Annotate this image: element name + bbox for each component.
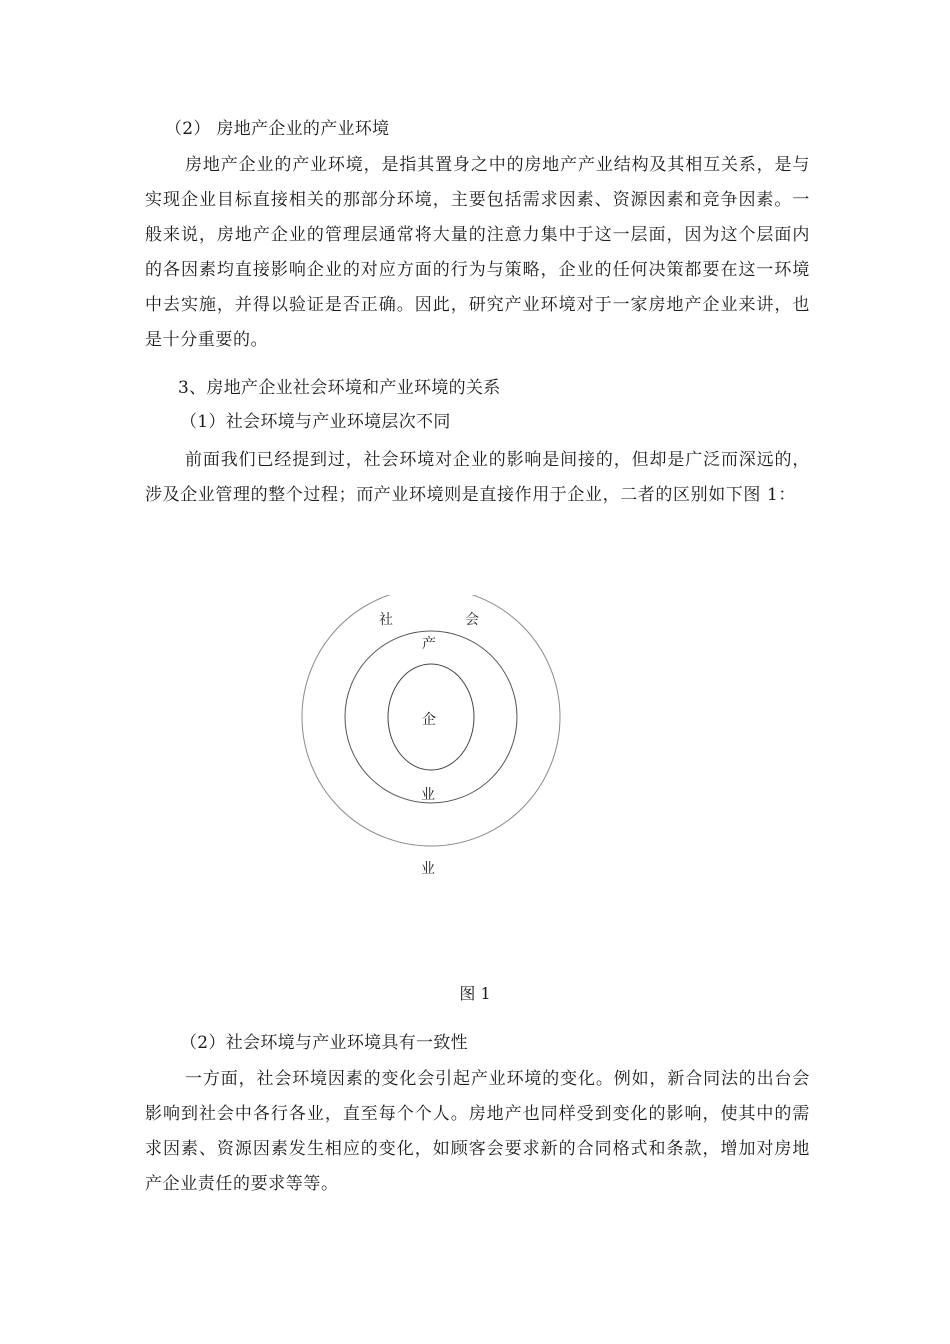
middle-label-top: 产	[422, 636, 436, 652]
paragraph-industry-environment: 房地产企业的产业环境，是指其置身之中的房地产产业结构及其相互关系，是与实现企业目标直接相关的那部分环境，主要包括需求因素、资源因素和竞争因素。一般来说，房地产企业的管理层通常将大量的注意力集中于这一层面，因为这个层面内的各因素均直接影响企业的对应方面的行为与策略，企业的任何决策都要在这一环境中去实施，并得以验证是否正确。因此，研究产业环境对于一家房地产企业来讲，也是十分重要的。	[145, 155, 810, 350]
paragraph-consistency: 一方面，社会环境因素的变化会引起产业环境的变化。例如，新合同法的出台会影响到社会中各行各业，直至每个个人。房地产也同样受到变化的影响，使其中的需求因素、资源因素发生相应的变化，如顾客会要求新的合同格式和条款，增加对房地产企业责任的要求等等。	[145, 1069, 810, 1194]
inner-label: 企	[422, 712, 436, 728]
outer-label-left: 社	[379, 612, 393, 628]
outer-label-bottom: 业	[421, 861, 435, 877]
middle-label-bottom: 业	[421, 787, 435, 803]
outer-label-right: 会	[465, 612, 479, 628]
section-heading-relationship: 3、房地产企业社会环境和产业环境的关系	[178, 378, 501, 398]
concentric-environment-diagram	[300, 595, 562, 885]
subheading-consistency: （2）社会环境与产业环境具有一致性	[180, 1033, 468, 1053]
subheading-different-levels: （1）社会环境与产业环境层次不同	[180, 412, 451, 432]
paragraph-different-levels: 前面我们已经提到过，社会环境对企业的影响是间接的，但却是广泛而深远的，涉及企业管理的整个过程；而产业环境则是直接作用于企业，二者的区别如下图 1：	[145, 450, 810, 505]
section-heading-industry-environment: （2） 房地产企业的产业环境	[165, 119, 390, 139]
figure-caption: 图 1	[459, 984, 491, 1003]
